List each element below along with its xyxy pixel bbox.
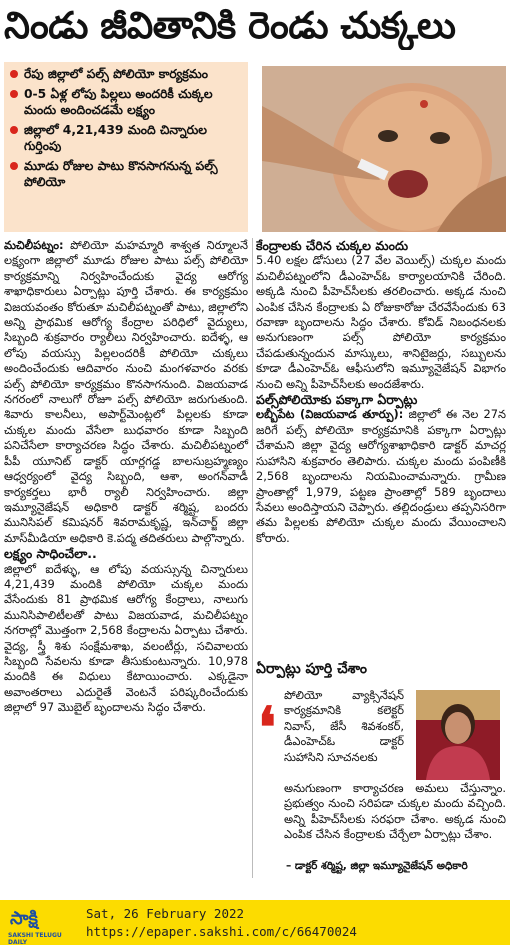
quote-text: పోలియో వ్యాక్సినేషన్ కార్యక్రమానికి కలెక్టర్ నివాస్, జేసీ శివశంకర్, డీఎంహెచ్ఓ డాక్టర్ సుహాసిని సూచనలకు [284,688,404,764]
dateline: మచిలీపట్నం: [4,238,64,252]
footer-bar [0,900,510,945]
paragraph: పోలియో మహమ్మారి శాశ్వత నిర్మూలనే లక్ష్యంగా జిల్లాలో మూడు రోజుల పాటు పల్స్ పోలియో కార్యక్రమాన్ని నిర్వహించేందుకు వైద్య ఆరోగ్య శాఖాధికారులు ఏర్పాట్లు పూర్తి చేశారు. ఈ కార్యక్రమం విజయవంతం కోరుతూ మచిలీపట్నంతో పాటు, జిల్లాలోని అన్ని ప్రాథమిక ఆరోగ్య కేంద్రాల పరిధిలో వైద్యులు, సిబ్బంది శుక్రవారం ర్యాలీలు నిర్వహించారు. ఐదేళ్ళ, ఆ లోపు వయస్సు పిల్లలందరికీ పోలియో చుక్కలు అందించేందుకు ఆదివారం నుంచి మంగళవారం వరకు పల్స్ పోలియో కార్యక్రమం కొనసాగనుంది. విజయవాడ నగరంలో నాలుగో రోజూ పల్స్ పోలియో జరుగుతుంది. శివారు కాలనీలు, అపార్ట్‌మెంట్లలో పిల్లలకు కూడా చుక్కల మందు వేసేలా బుధవారం కూడా సిబ్బంది పనిచేసేలా కార్యాచరణ సిద్ధం చేశారు. మచిలీపట్నంలో పీపీ యూనిట్ డాక్టర్ యార్లగడ్డ బాలసుబ్రహ్మణ్యం ఆధ్వర్యంలో వైద్య సిబ్బంది, ఆశా, అంగన్‌వాడీ కార్యకర్తలు భారీ ర్యాలీ నిర్వహించారు. జిల్లా ఇమ్యూనైజేషన్ అధికారి డాక్టర్ శర్మిష్ట, బందరు మునిసిపల్ కమిషనర్ శివరామకృష్ణ, ఇన్‌చార్జ్ జిల్లా మాస్‌మీడియా అధికారి కె.పద్మ తదితరులు పాల్గొన్నారు. [4,238,248,545]
logo-text: సాక్షి [10,908,38,929]
quote-attribution: – డాక్టర్ శర్మిష్ట, జిల్లా ఇమ్యూనైజేషన్ అధికారి [286,860,468,872]
column-divider [252,238,253,878]
subheading: లక్ష్యం సాధించేలా.. [4,546,97,562]
highlight-item: 0-5 ఏళ్ల లోపు పిల్లలు అందరికీ చుక్కల మందు అందించడమే లక్ష్యం [10,86,244,119]
subheading: పల్స్‌పోలియోకు పక్కాగా ఏర్పాట్లు [256,392,418,408]
quote-mark-icon: ❛ [258,695,277,761]
paragraph: జిల్లాలో ఈ నెల 27న జరిగే పల్స్ పోలియో కార్యక్రమానికి పక్కాగా ఏర్పాట్లు చేశామని జిల్లా వైద్య ఆరోగ్యశాఖాధికారి డాక్టర్ మాచర్ల సుహాసిని శుక్రవారం తెలిపారు. చుక్కల మందు పంపిణీకి 2,568 బృందాలను నియమించామన్నారు. గ్రామీణ ప్రాంతాల్లో 1,979, పట్టణ ప్రాంతాల్లో 589 బృందాలు సేవలు అందిస్తాయని చెప్పారు. తల్లిదండ్రులు తప్పనిసరిగా తమ పిల్లలకు పోలియో చుక్కల మందు వేయించాలని కోరారు. [256,407,507,545]
headline: నిండు జీవితానికి రెండు చుక్కలు [4,4,456,47]
paragraph: జిల్లాలో ఐదేళ్ళు, ఆ లోపు వయస్సున్న చిన్నారులు 4,21,439 మందికి పోలియో చుక్కల మందు వేసేందుకు 81 ప్రాథమిక ఆరోగ్య కేంద్రాలు, నాలుగు మునిసిపాలిటీలతో పాటు విజయవాడ, మచిలీపట్నం నగరాల్లో మొత్తంగా 2,568 కేంద్రాలను ఏర్పాటు చేశారు. వైద్య, స్త్రీ శిశు సంక్షేమశాఖ, వలంటీర్లు, సచివాలయ సిబ్బంది సేవలను కూడా తీసుకుంటున్నారు. 10,978 మందికి ఈ విధులు కేటాయించారు. ఎక్కడైనా అవాంతరాలు ఎదురైతే వెంటనే పరిష్కరించేందుకు జిల్లాలో 97 మొబైల్ బృందాలను సిద్ధం చేశారు. [4,561,248,715]
epaper-link[interactable]: https://epaper.sakshi.com/c/66470024 [86,924,357,939]
official-portrait [416,690,500,780]
polio-drops-photo [262,66,506,232]
logo-subtitle: SAKSHI TELUGU DAILY [8,932,62,946]
right-column [256,238,506,546]
dateline: లబ్బీపేట (విజయవాడ తూర్పు): [256,407,404,422]
official-quote [256,660,506,886]
paragraph: 5.40 లక్షల డోసులు (27 వేల వెయిల్స్) చుక్కల మందు మచిలీపట్నంలోని డీఎంహెచ్ఓ కార్యాలయానికి చేరింది. అక్కడి నుంచి పీహెచ్‌సీలకు తరలించారు. అక్కడ నుంచి ఎంపిక చేసిన కేంద్రాలకు ఏ రోజుకారోజు చేరవేసేందుకు 63 రవాణా బృందాలను సిద్ధం చేశారు. కోవిడ్ నిబంధనలకు అనుగుణంగా పల్స్ పోలియో కార్యక్రమం చేపడుతున్నందున మాస్కులు, శానిటైజర్లు, సబ్బులను కూడా డీఎంహెచ్ఓ ఆఫీసులోని ఇమ్యూనైజేషన్ విభాగం నుంచి అన్ని పీహెచ్‌సీలకు అందజేశారు. [256,253,506,391]
highlight-item: మూడు రోజుల పాటు కొనసాగనున్న పల్స్ పోలియో [10,158,244,191]
highlight-item: రేపు జిల్లాలో పల్స్ పోలియో కార్యక్రమం [10,66,244,83]
bullet-icon [10,162,18,170]
highlights-box [4,62,248,232]
subheading: కేంద్రాలకు చేరిన చుక్కల మందు [256,238,409,253]
left-column [4,238,248,716]
publication-date: Sat, 26 February 2022 [86,906,245,921]
highlight-item: జిల్లాలో 4,21,439 మంది చిన్నారుల గుర్తింపు [10,122,244,155]
bullet-icon [10,90,18,98]
quote-text: అనుగుణంగా కార్యాచరణ అమలు చేస్తున్నాం. ప్రభుత్వం నుంచి సరిపడా చుక్కల మందు వచ్చింది. అన్ని పీహెచ్‌సీలకు సరఫరా చేశాం. అక్కడ నుంచి ఎంపిక చేసిన కేంద్రాలకు చేర్చేలా ఏర్పాట్లు చేశాం. [284,781,506,842]
bullet-icon [10,70,18,78]
bullet-icon [10,126,18,134]
quote-title: ఏర్పాట్లు పూర్తి చేశాం [256,661,367,677]
sakshi-logo [4,904,64,946]
